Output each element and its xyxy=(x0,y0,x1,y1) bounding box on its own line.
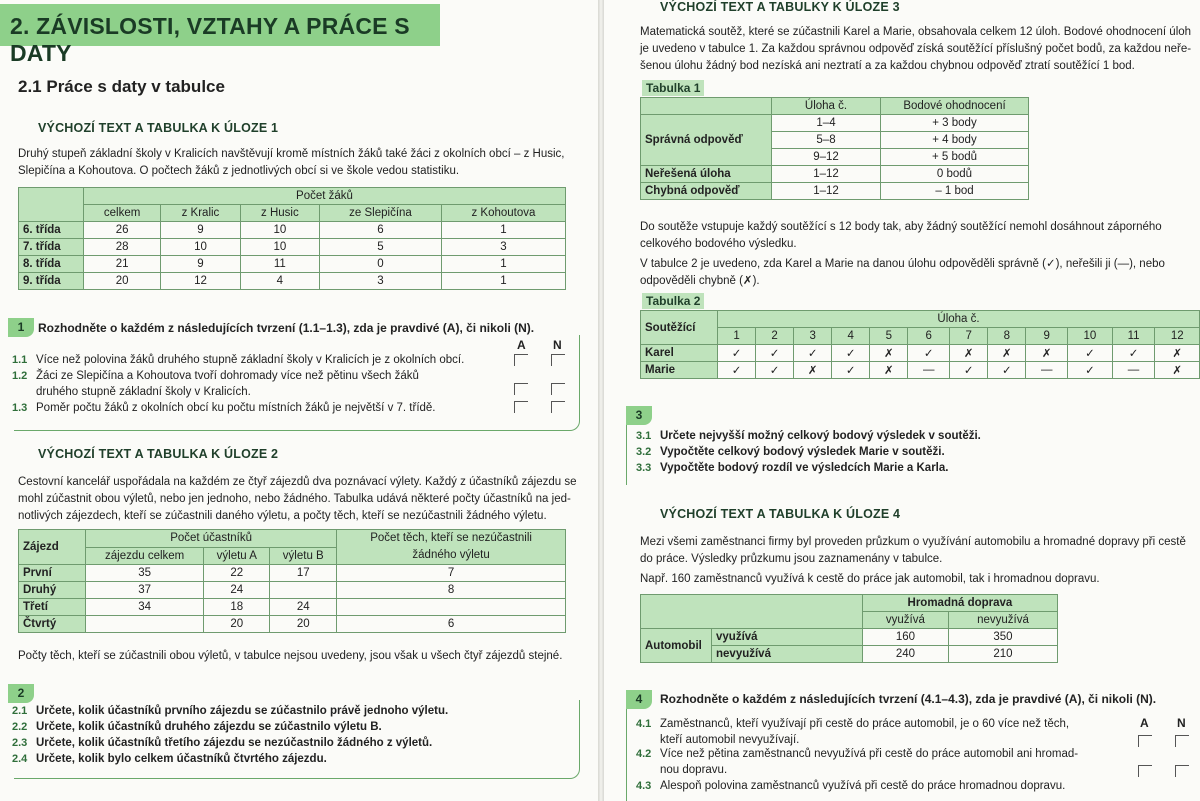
table-row xyxy=(641,166,1029,183)
column-header: zájezdu celkem xyxy=(86,547,204,565)
table-cell: ✓ xyxy=(1112,345,1155,362)
column-header: ze Slepičína xyxy=(320,205,442,222)
chapter-title: 2. ZÁVISLOSTI, VZTAHY A PRÁCE S DATY xyxy=(10,13,410,66)
column-header: z Husic xyxy=(240,205,319,222)
task3-table2 xyxy=(640,310,1200,379)
table-cell: + 3 body xyxy=(881,115,1029,132)
answer-n-header: N xyxy=(1177,716,1186,730)
item-text: Určete nejvyšší možný celkový bodový výsledek v soutěži. xyxy=(660,430,981,442)
table2-label: Tabulka 2 xyxy=(642,293,704,309)
table-row xyxy=(19,616,566,633)
table-cell: 24 xyxy=(204,582,270,599)
item-text: Více než polovina žáků druhého stupně základní školy v Kralicích je z okolních obcí. xyxy=(36,354,465,366)
item-number: 2.1 xyxy=(12,705,28,717)
table-cell: 35 xyxy=(86,565,204,582)
table-cell: 5–8 xyxy=(772,132,881,149)
task4-text-line1: Mezi všemi zaměstnanci firmy byl proveden průzkum o využívání automobilu a hromadné dopravy při cestě xyxy=(640,536,1186,548)
task2-heading: VÝCHOZÍ TEXT A TABULKA K ÚLOZE 2 xyxy=(38,447,279,461)
task1-number-badge: 1 xyxy=(8,318,34,337)
statement-4-3 xyxy=(636,778,1136,794)
row-label: 6. třída xyxy=(19,222,84,239)
table-cell: 21 xyxy=(84,256,161,273)
task1-frame xyxy=(14,335,580,431)
table-cell: ✓ xyxy=(1068,345,1113,362)
column-header: nevyužívá xyxy=(948,612,1057,629)
table-cell: 22 xyxy=(204,565,270,582)
column-header: 10 xyxy=(1068,328,1113,345)
item-number: 1.1 xyxy=(12,354,28,366)
table-cell: 18 xyxy=(204,599,270,616)
item-number: 4.1 xyxy=(636,718,652,730)
column-header: z Kohoutova xyxy=(441,205,565,222)
table-cell: 6 xyxy=(337,616,566,633)
header-line: Počet těch, kteří se nezúčastnili xyxy=(370,532,532,544)
row-label: Chybná odpověď xyxy=(641,183,772,200)
table-row xyxy=(19,599,566,616)
column-header: výletu B xyxy=(270,547,337,565)
table-cell: 350 xyxy=(948,629,1057,646)
table-group-header: Počet žáků xyxy=(84,188,566,205)
row-label: Správná odpověď xyxy=(641,115,772,166)
task-3-1 xyxy=(636,428,1176,444)
task1-question: Rozhodněte o každém z následujících tvrzení (1.1–1.3), zda je pravdivé (A), či nikoli (N). xyxy=(38,321,535,335)
table-cell: 7 xyxy=(337,565,566,582)
answer-a-header: A xyxy=(1140,716,1149,730)
task3-heading: VÝCHOZÍ TEXT A TABULKY K ÚLOZE 3 xyxy=(660,0,900,14)
task-3-3 xyxy=(636,460,1176,476)
checkbox-4-2-a[interactable] xyxy=(1138,765,1152,777)
item-text: Zaměstnanců, kteří využívají při cestě do práce automobil, je o 60 více než těch, xyxy=(660,718,1070,730)
table-cell: 26 xyxy=(84,222,161,239)
item-text: Alespoň polovina zaměstnanců využívá při cestě do práce hromadnou dopravu. xyxy=(660,780,1066,792)
table-cell: 9 xyxy=(161,222,240,239)
checkbox-4-1-n[interactable] xyxy=(1175,735,1189,747)
item-text: Určete, kolik účastníků druhého zájezdu se zúčastnilo výletu B. xyxy=(36,721,382,733)
table-cell: 9 xyxy=(161,256,240,273)
task2-frame xyxy=(14,700,580,779)
table-cell: ✗ xyxy=(988,345,1026,362)
task2-text-line3: notlivých zájezdech, kteří se zúčastnili daného výletu, a počty těch, kteří se nezúčastnili žádného výletu. xyxy=(18,510,547,522)
row-label: Karel xyxy=(641,345,718,362)
item-text: Vypočtěte celkový bodový výsledek Marie v soutěži. xyxy=(660,446,945,458)
row-label: První xyxy=(19,565,86,582)
item-text: Určete, kolik účastníků prvního zájezdu se zúčastnilo právě jednoho výletu. xyxy=(36,705,449,717)
table-cell xyxy=(86,616,204,633)
table-cell: 0 bodů xyxy=(881,166,1029,183)
task3-text-line3: šenou úlohu žádný bod nezíská ani neztratí a za každou chybnou odpověď ztratí soutěžící 1 bod. xyxy=(640,60,1135,72)
answer-a-header: A xyxy=(517,338,526,352)
table-cell: ✗ xyxy=(1155,362,1200,379)
table-cell: ✓ xyxy=(908,345,950,362)
column-header: výletu A xyxy=(204,547,270,565)
table-cell: 20 xyxy=(204,616,270,633)
table-corner xyxy=(19,188,84,222)
table-cell xyxy=(337,599,566,616)
table-row xyxy=(641,345,1200,362)
row-label: Neřešená úloha xyxy=(641,166,772,183)
task1-table xyxy=(18,187,566,290)
statement-4-1 xyxy=(636,716,1136,748)
table-cell: — xyxy=(1112,362,1155,379)
task1-text-line2: Slepičína a Kohoutova. O počtech žáků z jednotlivých obcí si ve škole vedou statistiku. xyxy=(18,165,460,177)
table-cell: ✗ xyxy=(1026,345,1068,362)
table-cell xyxy=(270,582,337,599)
table-row xyxy=(19,582,566,599)
table-cell: ✓ xyxy=(756,362,794,379)
item-number: 1.2 xyxy=(12,370,28,382)
table-cell: 5 xyxy=(320,239,442,256)
table-cell: 12 xyxy=(161,273,240,290)
row-label: 7. třída xyxy=(19,239,84,256)
row-label: Čtvrtý xyxy=(19,616,86,633)
chapter-banner xyxy=(0,4,440,66)
item-text: Určete, kolik bylo celkem účastníků čtvrtého zájezdu. xyxy=(36,753,327,765)
table-row xyxy=(641,362,1200,379)
column-header: 6 xyxy=(908,328,950,345)
column-header: Úloha č. xyxy=(772,98,881,115)
task-3-2 xyxy=(636,444,1176,460)
task4-question: Rozhodněte o každém z následujících tvrzení (4.1–4.3), zda je pravdivé (A), či nikoli (N). xyxy=(660,692,1157,706)
column-header: 12 xyxy=(1155,328,1200,345)
column-header: 3 xyxy=(794,328,832,345)
table-corner xyxy=(641,98,772,115)
row-label: Druhý xyxy=(19,582,86,599)
column-header: 7 xyxy=(950,328,988,345)
item-number: 2.3 xyxy=(12,737,28,749)
table-row xyxy=(19,239,566,256)
item-text: Více než pětina zaměstnanců nevyužívá při cestě do práce automobil ani hromad- xyxy=(660,748,1079,760)
table-cell: 1–12 xyxy=(772,166,881,183)
table-cell: 210 xyxy=(948,646,1057,663)
column-header: celkem xyxy=(84,205,161,222)
table-cell: 160 xyxy=(862,629,948,646)
task4-text-line3: Např. 160 zaměstnanců využívá k cestě do práce jak automobil, tak i hromadnou dopravu. xyxy=(640,573,1100,585)
column-header: 11 xyxy=(1112,328,1155,345)
table-cell: 8 xyxy=(337,582,566,599)
item-number: 2.2 xyxy=(12,721,28,733)
table-cell: — xyxy=(908,362,950,379)
table-row xyxy=(19,273,566,290)
table-cell: ✓ xyxy=(718,362,756,379)
table-cell: 28 xyxy=(84,239,161,256)
last-column-header xyxy=(337,530,566,565)
item-text: Žáci ze Slepičína a Kohoutova tvoří dohromady více než pětinu všech žáků xyxy=(36,370,419,382)
column-header: 9 xyxy=(1026,328,1068,345)
table-cell: ✓ xyxy=(950,362,988,379)
task2-table xyxy=(18,529,566,633)
table-cell: 3 xyxy=(441,239,565,256)
table-row xyxy=(641,183,1029,200)
item-text-cont: druhého stupně základní školy v Kralicích. xyxy=(36,386,251,398)
table-cell: 1–12 xyxy=(772,183,881,200)
row-label: 9. třída xyxy=(19,273,84,290)
table1-label: Tabulka 1 xyxy=(642,80,704,96)
row-label: nevyužívá xyxy=(712,646,863,663)
table-cell: 240 xyxy=(862,646,948,663)
item-text-cont: kteří automobil nevyužívají. xyxy=(660,734,800,746)
row-label: Marie xyxy=(641,362,718,379)
row-group-label: Automobil xyxy=(641,629,712,663)
column-header: 8 xyxy=(988,328,1026,345)
left-page xyxy=(0,0,598,801)
table-cell: ✓ xyxy=(1068,362,1113,379)
task3-mid-line1: Do soutěže vstupuje každý soutěžící s 12 body tak, aby žádný soutěžící nemohl dosáhnout záporného xyxy=(640,221,1162,233)
item-number: 3.1 xyxy=(636,430,652,442)
table-row xyxy=(19,565,566,582)
task3-text-line1: Matematická soutěž, které se zúčastnili Karel a Marie, obsahovala celkem 12 úloh. Bodové ohodnocení úloh xyxy=(640,26,1192,38)
row-header: Zájezd xyxy=(19,530,86,565)
task3-mid2-line1: V tabulce 2 je uvedeno, zda Karel a Marie na danou úlohu odpověděli správně (✓), neřešili ji (—), nebo xyxy=(640,258,1165,270)
section-title: 2.1 Práce s daty v tabulce xyxy=(18,77,225,96)
table-cell: 1–4 xyxy=(772,115,881,132)
table-cell: ✓ xyxy=(756,345,794,362)
task1-heading: VÝCHOZÍ TEXT A TABULKA K ÚLOZE 1 xyxy=(38,121,279,135)
column-header: z Kralic xyxy=(161,205,240,222)
table-cell: — xyxy=(1026,362,1068,379)
table-cell: 10 xyxy=(161,239,240,256)
task4-table xyxy=(640,594,1058,663)
table-row xyxy=(641,629,1058,646)
table-group-header: Úloha č. xyxy=(718,311,1200,328)
answer-n-header: N xyxy=(553,338,562,352)
task4-heading: VÝCHOZÍ TEXT A TABULKA K ÚLOZE 4 xyxy=(660,507,901,521)
row-label: využívá xyxy=(712,629,863,646)
table-cell: ✓ xyxy=(794,345,832,362)
task2-number-badge: 2 xyxy=(8,684,34,703)
task2-text-line2: mohl zúčastnit obou výletů, nebo jen jednoho, nebo žádného. Tabulka udává některé počty účastníků na jed- xyxy=(18,493,571,505)
column-header: 4 xyxy=(832,328,870,345)
table-cell: ✓ xyxy=(988,362,1026,379)
task4-text-line2: do práce. Výsledky průzkumu jsou zaznamenány v tabulce. xyxy=(640,553,943,565)
statement-4-2 xyxy=(636,746,1136,778)
checkbox-4-1-a[interactable] xyxy=(1138,735,1152,747)
row-header: Soutěžící xyxy=(641,311,718,345)
table-row xyxy=(19,256,566,273)
table-cell: + 5 bodů xyxy=(881,149,1029,166)
table-cell: 10 xyxy=(240,222,319,239)
table-cell: 4 xyxy=(240,273,319,290)
task3-table1 xyxy=(640,97,1029,200)
table-cell: 20 xyxy=(270,616,337,633)
table-cell: ✗ xyxy=(1155,345,1200,362)
table-row xyxy=(19,222,566,239)
table-cell: – 1 bod xyxy=(881,183,1029,200)
table-cell: 9–12 xyxy=(772,149,881,166)
table-cell: ✗ xyxy=(870,345,908,362)
table-cell: ✗ xyxy=(950,345,988,362)
item-number: 4.3 xyxy=(636,780,652,792)
table-cell: 20 xyxy=(84,273,161,290)
table-cell: 34 xyxy=(86,599,204,616)
item-text-cont: nou dopravu. xyxy=(660,764,728,776)
table-cell: 24 xyxy=(270,599,337,616)
checkbox-4-2-n[interactable] xyxy=(1175,765,1189,777)
task3-mid2-line2: odpověděli chybně (✗). xyxy=(640,275,760,287)
table-cell: 17 xyxy=(270,565,337,582)
column-header: využívá xyxy=(862,612,948,629)
table-cell: 1 xyxy=(441,256,565,273)
table-cell: 1 xyxy=(441,222,565,239)
table-cell: ✗ xyxy=(870,362,908,379)
row-label: Třetí xyxy=(19,599,86,616)
table-cell: 1 xyxy=(441,273,565,290)
task4-frame-line xyxy=(626,709,627,801)
table-cell: ✓ xyxy=(832,345,870,362)
table-cell: ✗ xyxy=(794,362,832,379)
row-label: 8. třída xyxy=(19,256,84,273)
task3-mid-line2: celkového bodového výsledku. xyxy=(640,238,797,250)
table-cell: 11 xyxy=(240,256,319,273)
table-group-header: Hromadná doprava xyxy=(862,595,1057,612)
item-number: 4.2 xyxy=(636,748,652,760)
table-cell: 10 xyxy=(240,239,319,256)
item-text: Poměr počtu žáků z okolních obcí ku počtu místních žáků je největší v 7. třídě. xyxy=(36,402,436,414)
item-number: 3.2 xyxy=(636,446,652,458)
table-cell: 0 xyxy=(320,256,442,273)
task1-text-line1: Druhý stupeň základní školy v Kralicích navštěvují kromě místních žáků také žáci z okolních obcí – z Husic, xyxy=(18,148,565,160)
task3-number-badge: 3 xyxy=(626,406,652,425)
table-cell: 6 xyxy=(320,222,442,239)
right-page xyxy=(604,0,1200,801)
table-group-header: Počet účastníků xyxy=(86,530,337,548)
item-text: Určete, kolik účastníků třetího zájezdu se nezúčastnilo žádného z výletů. xyxy=(36,737,433,749)
item-number: 3.3 xyxy=(636,462,652,474)
table-cell: ✓ xyxy=(718,345,756,362)
column-header: 5 xyxy=(870,328,908,345)
column-header: Bodové ohodnocení xyxy=(881,98,1029,115)
table-row xyxy=(641,115,1029,132)
task4-number-badge: 4 xyxy=(626,690,652,709)
column-header: 1 xyxy=(718,328,756,345)
header-line: žádného výletu xyxy=(412,549,490,561)
item-text: Vypočtěte bodový rozdíl ve výsledcích Marie a Karla. xyxy=(660,462,949,474)
table-corner xyxy=(641,595,863,629)
table-cell: ✓ xyxy=(832,362,870,379)
table-cell: 37 xyxy=(86,582,204,599)
table-cell: 3 xyxy=(320,273,442,290)
table-cell: + 4 body xyxy=(881,132,1029,149)
task2-note: Počty těch, kteří se zúčastnili obou výletů, v tabulce nejsou uvedeny, jsou však u všech čtyř zájezdů stejné. xyxy=(18,650,563,662)
task3-frame-line xyxy=(626,425,627,485)
task3-text-line2: je uvedeno v tabulce 1. Za každou správnou odpověď získá soutěžící příslušný počet bodů, za každou neře- xyxy=(640,43,1192,55)
column-header: 2 xyxy=(756,328,794,345)
task2-text-line1: Cestovní kancelář uspořádala na každém ze čtyř zájezdů dva poznávací výlety. Každý z účastníků zájezdu se xyxy=(18,476,577,488)
item-number: 2.4 xyxy=(12,753,28,765)
item-number: 1.3 xyxy=(12,402,28,414)
